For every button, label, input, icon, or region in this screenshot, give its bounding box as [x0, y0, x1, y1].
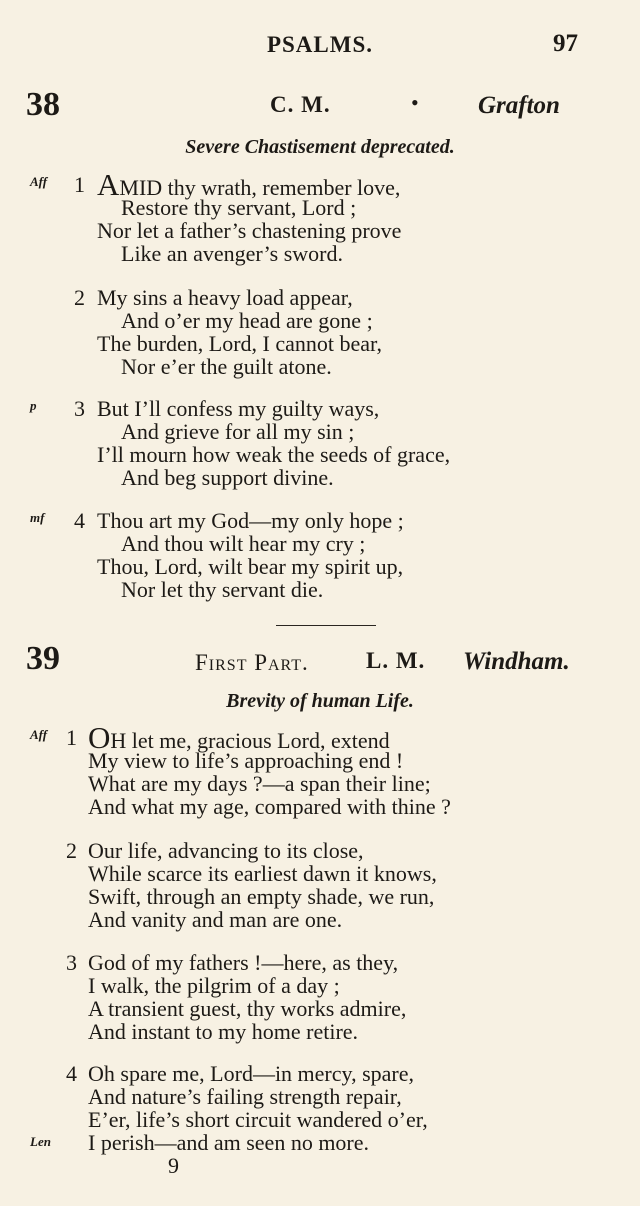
verse-line-text: H let me, gracious Lord, extend: [110, 728, 390, 753]
verse-line: I perish—and am seen no more.: [88, 1130, 370, 1155]
part-label: First Part.: [195, 650, 309, 675]
verse-line-text: MID thy wrath, remember love,: [119, 175, 401, 200]
hymn-number: 39: [26, 640, 60, 677]
hymn-39-heading: [0, 640, 640, 680]
verse-line: Oh spare me, Lord—in mercy, spare,: [88, 1061, 415, 1086]
tune-name: Windham.: [463, 648, 570, 675]
verse-line: E’er, life’s short circuit wandered o’er,: [88, 1107, 428, 1132]
verse-line: And instant to my home retire.: [88, 1019, 359, 1044]
verse-line: Nor let a father’s chastening prove: [97, 218, 402, 243]
meter: L. M.: [366, 648, 426, 673]
hymn-38-heading: [0, 86, 640, 126]
verse-line: Like an avenger’s sword.: [121, 241, 343, 266]
verse-line: Nor e’er the guilt atone.: [121, 354, 332, 379]
verse-line: My view to life’s approaching end !: [88, 748, 404, 773]
divider-rule: [276, 625, 376, 626]
verse-number: 1: [74, 172, 85, 197]
verse-line: While scarce its earliest dawn it knows,: [88, 861, 437, 886]
verse-line: And o’er my head are gone ;: [121, 308, 373, 333]
verse-line: Restore thy servant, Lord ;: [121, 195, 357, 220]
verse-line: But I’ll confess my guilty ways,: [97, 396, 380, 421]
verse-line: And vanity and man are one.: [88, 907, 343, 932]
verse-line: My sins a heavy load appear,: [97, 285, 353, 310]
verse-number: 4: [74, 508, 85, 533]
verse-line: God of my fathers !—here, as they,: [88, 950, 399, 975]
hymn-number: 38: [26, 86, 60, 123]
meter: C. M.: [270, 92, 331, 117]
dynamic-marking: p: [30, 398, 37, 413]
verse-line: A transient guest, thy works admire,: [88, 996, 407, 1021]
verse-line: Swift, through an empty shade, we run,: [88, 884, 435, 909]
hymn-39-subtitle: Brevity of human Life.: [226, 690, 414, 712]
verse-line: And grieve for all my sin ;: [121, 419, 355, 444]
dynamic-marking: Aff: [30, 174, 48, 189]
dynamic-marking: Len: [30, 1134, 51, 1149]
tune-name: Grafton: [478, 92, 560, 119]
verse-line: The burden, Lord, I cannot bear,: [97, 331, 383, 356]
ornament-bullet: •: [411, 90, 419, 115]
verse-line: What are my days ?—a span their line;: [88, 771, 431, 796]
verse-line: I walk, the pilgrim of a day ;: [88, 973, 340, 998]
page-number: 97: [553, 30, 578, 57]
verse-number: 4: [66, 1061, 77, 1086]
dynamic-marking: Aff: [30, 727, 48, 742]
drop-cap: O: [88, 720, 111, 755]
dynamic-marking: mf: [30, 510, 45, 525]
verse-number: 2: [74, 285, 85, 310]
verse-line: Thou art my God—my only hope ;: [97, 508, 404, 533]
verse-number: 3: [66, 950, 77, 975]
verse-number: 2: [66, 838, 77, 863]
hymn-38-subtitle: Severe Chastisement deprecated.: [185, 136, 455, 158]
verse-line: And beg support divine.: [121, 465, 334, 490]
verse-line: Nor let thy servant die.: [121, 577, 324, 602]
verse-number: 3: [74, 396, 85, 421]
verse-line: Our life, advancing to its close,: [88, 838, 364, 863]
verse-line: Thou, Lord, wilt bear my spirit up,: [97, 554, 404, 579]
signature-mark: 9: [168, 1153, 179, 1178]
verse-line: I’ll mourn how weak the seeds of grace,: [97, 442, 451, 467]
verse-line: And nature’s failing strength repair,: [88, 1084, 402, 1109]
verse-number: 1: [66, 725, 77, 750]
drop-cap: A: [97, 167, 120, 202]
verse-line: And what my age, compared with thine ?: [88, 794, 451, 819]
verse-line: And thou wilt hear my cry ;: [121, 531, 366, 556]
running-title: PSALMS.: [266, 32, 374, 57]
